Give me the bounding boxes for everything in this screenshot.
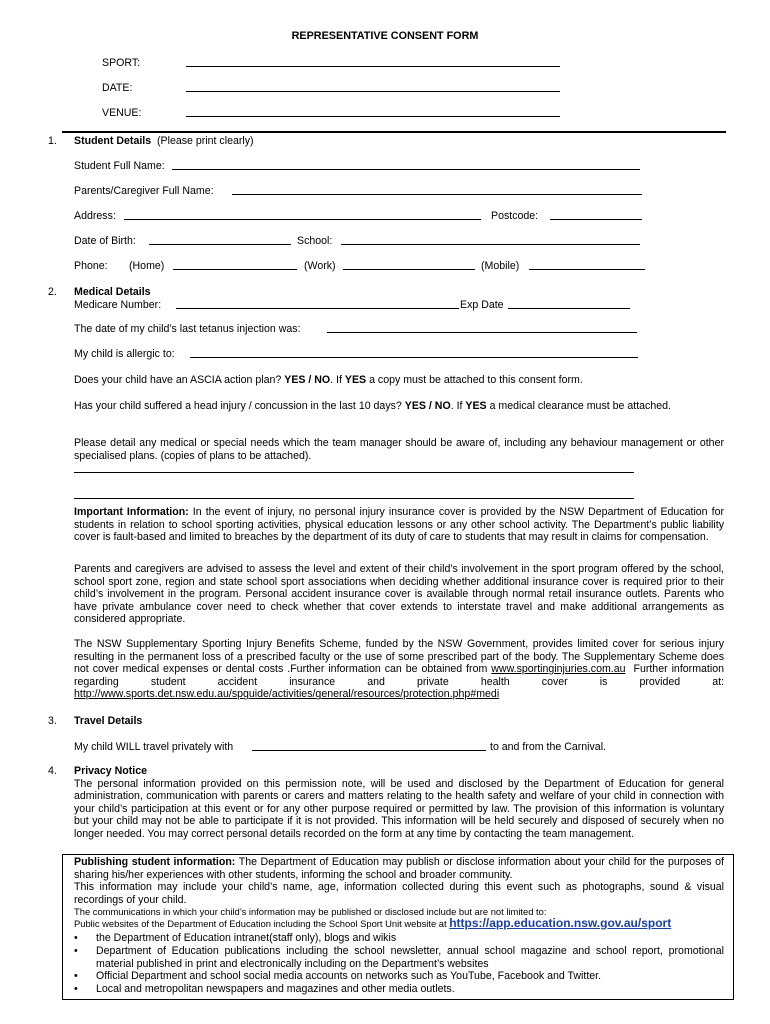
ascia-question — [74, 374, 583, 386]
postcode-label: Postcode: — [491, 210, 539, 222]
exp-date-field[interactable] — [508, 308, 630, 309]
section-1-note: (Please print clearly) — [157, 135, 254, 147]
address-label: Address: — [74, 210, 116, 222]
work-phone-field[interactable] — [343, 269, 475, 270]
sportinginjuries-link[interactable]: www.sportinginjuries.com.au — [491, 663, 626, 676]
important-information — [74, 506, 724, 544]
allergic-field[interactable] — [190, 357, 638, 358]
tetanus-label: The date of my child’s last tetanus injection was: — [74, 323, 301, 335]
section-1-number: 1. — [48, 135, 57, 147]
mobile-phone-field[interactable] — [529, 269, 645, 270]
nsw-scheme-text: The NSW Supplementary Sporting Injury Benefits Scheme, funded by the NSW Government, provides limited cover for serious injury resulting in the permanent loss of a prescribed faculty or the use of some prescribed part of the body. The Supplementary Scheme does not cover medical expenses or dental costs .Further information can be obtained from — [74, 638, 724, 676]
school-label: School: — [297, 235, 333, 247]
sport-field[interactable] — [186, 66, 560, 67]
section-1-heading: Student Details — [74, 135, 152, 147]
work-label: (Work) — [304, 260, 336, 272]
nsw-scheme-text-2: Further information regarding student accident insurance and private health cover is provided at: — [74, 663, 724, 688]
home-phone-field[interactable] — [173, 269, 297, 270]
medical-needs-field-2[interactable] — [74, 498, 634, 499]
important-label: Important Information: — [74, 506, 189, 518]
travel-label: My child WILL travel privately with — [74, 741, 234, 753]
travel-label-2: to and from the Carnival. — [490, 741, 606, 753]
ascia-if: . If — [330, 374, 342, 386]
section-2-number: 2. — [48, 286, 57, 298]
sport-unit-link[interactable]: https://app.education.nsw.gov.au/sport — [449, 916, 672, 930]
medicare-field[interactable] — [176, 308, 459, 309]
postcode-field[interactable] — [550, 219, 642, 220]
school-field[interactable] — [341, 244, 640, 245]
phone-label: Phone: — [74, 260, 108, 272]
section-1-heading-row — [74, 135, 254, 147]
publishing-paragraph — [74, 856, 724, 881]
publishing-small-2: Public websites of the Department of Education including the School Sport Unit website at — [74, 918, 447, 929]
sport-label: SPORT: — [102, 57, 141, 69]
tetanus-field[interactable] — [327, 332, 637, 333]
student-name-label: Student Full Name: — [74, 160, 165, 172]
student-name-field[interactable] — [172, 169, 640, 170]
publishing-bullet-2: Department of Education publications including the school newsletter, annual school magazine and school report, promotional material published in print and electronically including on the Department’s websites — [96, 945, 724, 970]
privacy-text: The personal information provided on this permission note, will be used and disclosed by the Department of Education for general administration, communication with parents or carers and matters relating to the health safety and welfare of your child in connection with your child’s participation at this event or for any other purpose required or permitted by law. The provision of this information is voluntary but your child may not be able to participate if it is not provided. This information will be held securely and disposed of securely when no longer needed. You may correct personal details recorded on the form at any time by contacting the team management. — [74, 778, 724, 840]
head-injury-text: Has your child suffered a head injury / concussion in the last 10 days? — [74, 400, 402, 412]
home-label: (Home) — [129, 260, 165, 272]
divider — [62, 131, 726, 133]
ascia-instruction: a copy must be attached to this consent form. — [369, 374, 583, 386]
nsw-scheme — [74, 638, 724, 701]
section-2-heading: Medical Details — [74, 286, 151, 298]
publishing-bullet-4: Local and metropolitan newspapers and magazines and other media outlets. — [96, 983, 455, 995]
head-injury-yes-no[interactable]: YES / NO — [404, 400, 451, 412]
ascia-yes-no[interactable]: YES / NO — [284, 374, 331, 386]
venue-label: VENUE: — [102, 107, 142, 119]
section-4-number: 4. — [48, 765, 57, 777]
date-field[interactable] — [186, 91, 560, 92]
address-field[interactable] — [124, 219, 481, 220]
medical-needs-field-1[interactable] — [74, 472, 634, 473]
bullet-icon: • — [74, 945, 78, 957]
form-title: REPRESENTATIVE CONSENT FORM — [291, 30, 479, 42]
date-label: DATE: — [102, 82, 133, 94]
dob-label: Date of Birth: — [74, 235, 136, 247]
mobile-label: (Mobile) — [481, 260, 520, 272]
bullet-icon: • — [74, 932, 78, 944]
parent-name-label: Parents/Caregiver Full Name: — [74, 185, 214, 197]
publishing-small-2-row — [74, 917, 724, 930]
publishing-bullet-1: the Department of Education intranet(staff only), blogs and wikis — [96, 932, 397, 944]
bullet-icon: • — [74, 970, 78, 982]
head-injury-question — [74, 400, 724, 413]
publishing-label: Publishing student information: — [74, 856, 236, 868]
section-3-heading: Travel Details — [74, 715, 143, 727]
sports-det-link[interactable]: http://www.sports.det.nsw.edu.au/spguide/activities/general/resources/protection.php#medi — [74, 688, 500, 701]
venue-field[interactable] — [186, 116, 560, 117]
head-injury-yes: YES — [465, 400, 487, 412]
exp-date-label: Exp Date — [460, 299, 504, 311]
publishing-text-2: This information may include your child’s name, age, information collected during this event such as photographs, sound & visual recordings of your child. — [74, 881, 724, 906]
medical-needs-instruction: Please detail any medical or special needs which the team manager should be aware of, including any behaviour management or other specialised plans. (copies of plans to be attached). — [74, 437, 724, 462]
head-injury-if: . If — [450, 400, 463, 412]
publishing-small-1: The communications in which your child’s information may be published or disclosed include but are not limited to: — [74, 906, 547, 917]
parent-name-field[interactable] — [232, 194, 642, 195]
bullet-icon: • — [74, 983, 78, 995]
parents-advice: Parents and caregivers are advised to assess the level and extent of their child’s involvement in the sport program offered by the school, school sport zone, region and state school sport associations when deciding whether additional insurance cover is required prior to their child’s involvement in the program. Personal accident insurance cover is available through normal retail insurance outlets. Parents who have private ambulance cover need to check whether that cover extends to interstate travel and make additional arrangements as considered appropriate. — [74, 563, 724, 626]
ascia-text: Does your child have an ASCIA action plan? — [74, 374, 282, 386]
medicare-label: Medicare Number: — [74, 299, 162, 311]
section-4-heading: Privacy Notice — [74, 765, 148, 777]
publishing-text-1: The Department of Education may publish or disclose information about your child for the purposes of sharing his/her experiences with other students, informing the school and broader community. — [74, 856, 724, 881]
section-3-number: 3. — [48, 715, 57, 727]
allergic-label: My child is allergic to: — [74, 348, 175, 360]
ascia-yes: YES — [344, 374, 367, 386]
publishing-bullet-3: Official Department and school social media accounts on networks such as YouTube, Facebook and Twitter. — [96, 970, 602, 982]
travel-field[interactable] — [252, 750, 486, 751]
important-text: In the event of injury, no personal injury insurance cover is provided by the NSW Department of Education for students in relation to school sporting activities, physical education lessons or any other school activity. The Department’s public liability cover is fault-based and limited to breaches by the department of its duty of care to students that may result in claims for compensation. — [74, 506, 725, 544]
dob-field[interactable] — [149, 244, 291, 245]
head-injury-instruction: a medical clearance must be attached. — [489, 400, 671, 412]
